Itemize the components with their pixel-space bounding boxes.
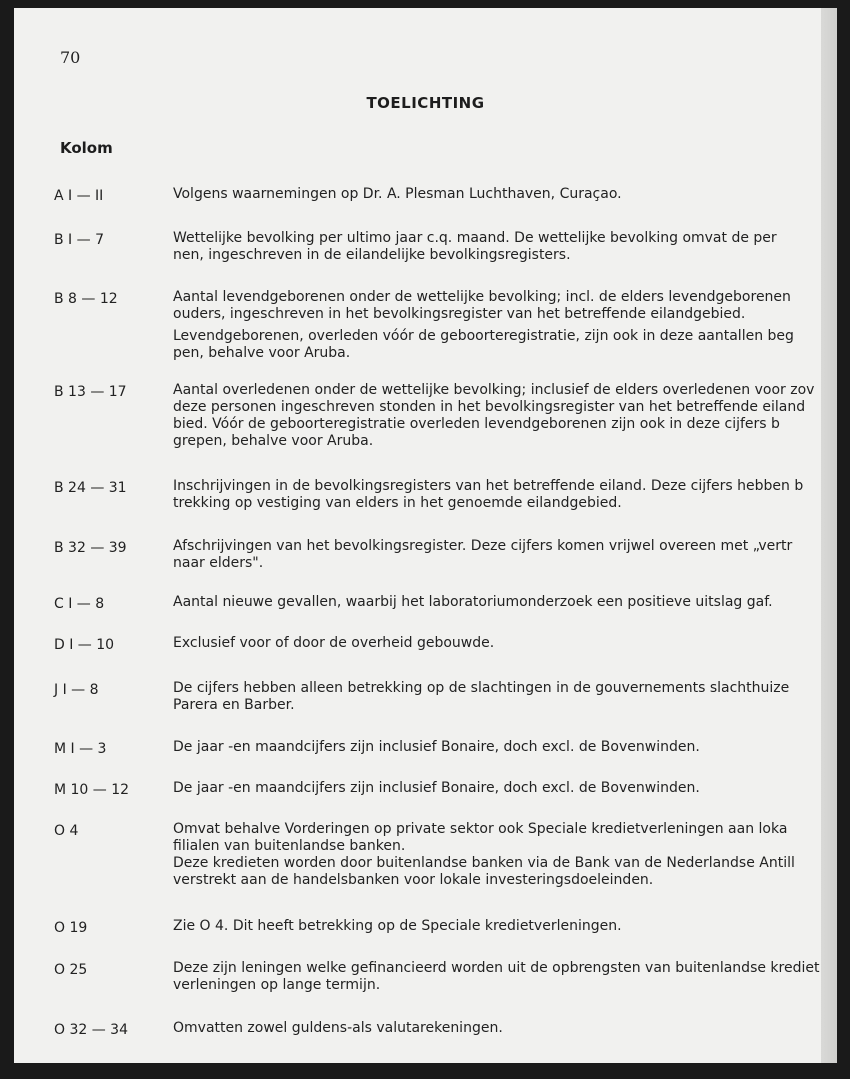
entry-code: B 13 — 17 (54, 384, 127, 400)
entry-code: O 25 (54, 962, 88, 978)
entry-code: B 8 — 12 (54, 291, 118, 307)
entry-code: A I — II (54, 188, 104, 204)
entry-text: Aantal nieuwe gevallen, waarbij het laboratoriumonderzoek een positieve uitslag gaf. (173, 594, 773, 610)
page-title: TOELICHTING (366, 94, 485, 112)
entry-code: C I — 8 (54, 596, 105, 612)
entry-text: Inschrijvingen in de bevolkingsregisters van het betreffende eiland. Deze cijfers hebben b trekking op vestiging van elders in het genoemde eilandgebied. (173, 478, 804, 511)
page-number: 70 (60, 48, 81, 67)
entry-text: Exclusief voor of door de overheid gebouwde. (173, 635, 495, 651)
entry-text: Zie O 4. Dit heeft betrekking op de Speciale kredietverleningen. (173, 918, 622, 934)
entry-text: De jaar -en maandcijfers zijn inclusief Bonaire, doch excl. de Bovenwinden. (173, 739, 700, 755)
entry-text: Omvatten zowel guldens-als valutarekeningen. (173, 1020, 503, 1036)
entry-text: Deze zijn leningen welke gefinancieerd worden uit de opbrengsten van buitenlandse krediet verleningen op lange termijn. (173, 960, 820, 993)
entry-code: J I — 8 (54, 682, 99, 698)
entry-text: Wettelijke bevolking per ultimo jaar c.q. maand. De wettelijke bevolking omvat de per nen, ingeschreven in de eilandelijke bevolkingsregisters. (173, 230, 777, 263)
entry-text: Aantal levendgeborenen onder de wettelijke bevolking; incl. de elders levendgeborenen ouders, ingeschreven in het bevolkingsregister van het betreffende eilandgebied. Levendgeborenen, overleden vóór de geboorteregistratie, zijn ook in deze aantallen beg pen, behalve voor Aruba. (173, 289, 794, 361)
column-header: Kolom (60, 139, 113, 157)
entry-code: M I — 3 (54, 741, 107, 757)
document-page (14, 8, 837, 1063)
entry-text: Volgens waarnemingen op Dr. A. Plesman Luchthaven, Curaçao. (173, 186, 622, 202)
entry-text: Afschrijvingen van het bevolkingsregister. Deze cijfers komen vrijwel overeen met „vertr naar elders". (173, 538, 793, 571)
entry-code: B 32 — 39 (54, 540, 127, 556)
entry-code: D I — 10 (54, 637, 115, 653)
entry-code: B 24 — 31 (54, 480, 127, 496)
entry-text: De jaar -en maandcijfers zijn inclusief Bonaire, doch excl. de Bovenwinden. (173, 780, 700, 796)
page-edge (821, 8, 837, 1063)
entry-code: M 10 — 12 (54, 782, 130, 798)
entry-text: Omvat behalve Vorderingen op private sektor ook Speciale kredietverleningen aan loka filialen van buitenlandse banken. Deze kredieten worden door buitenlandse banken via de Bank van de Nederlandse Antill verstrekt aan de handelsbanken voor lokale investeringsdoeleinden. (173, 821, 795, 888)
entry-code: O 19 (54, 920, 88, 936)
entry-code: B I — 7 (54, 232, 104, 248)
entry-text: De cijfers hebben alleen betrekking op de slachtingen in de gouvernements slachthuize Parera en Barber. (173, 680, 790, 713)
entry-text: Aantal overledenen onder de wettelijke bevolking; inclusief de elders overledenen voor zov deze personen ingeschreven stonden in het bevolkingsregister van het betreffende eiland bied. Vóór de geboorteregistratie overleden levendgeborenen zijn ook in deze cijfers b grepen, behalve voor Aruba. (173, 382, 815, 449)
entry-code: O 4 (54, 823, 79, 839)
entry-code: O 32 — 34 (54, 1022, 128, 1038)
